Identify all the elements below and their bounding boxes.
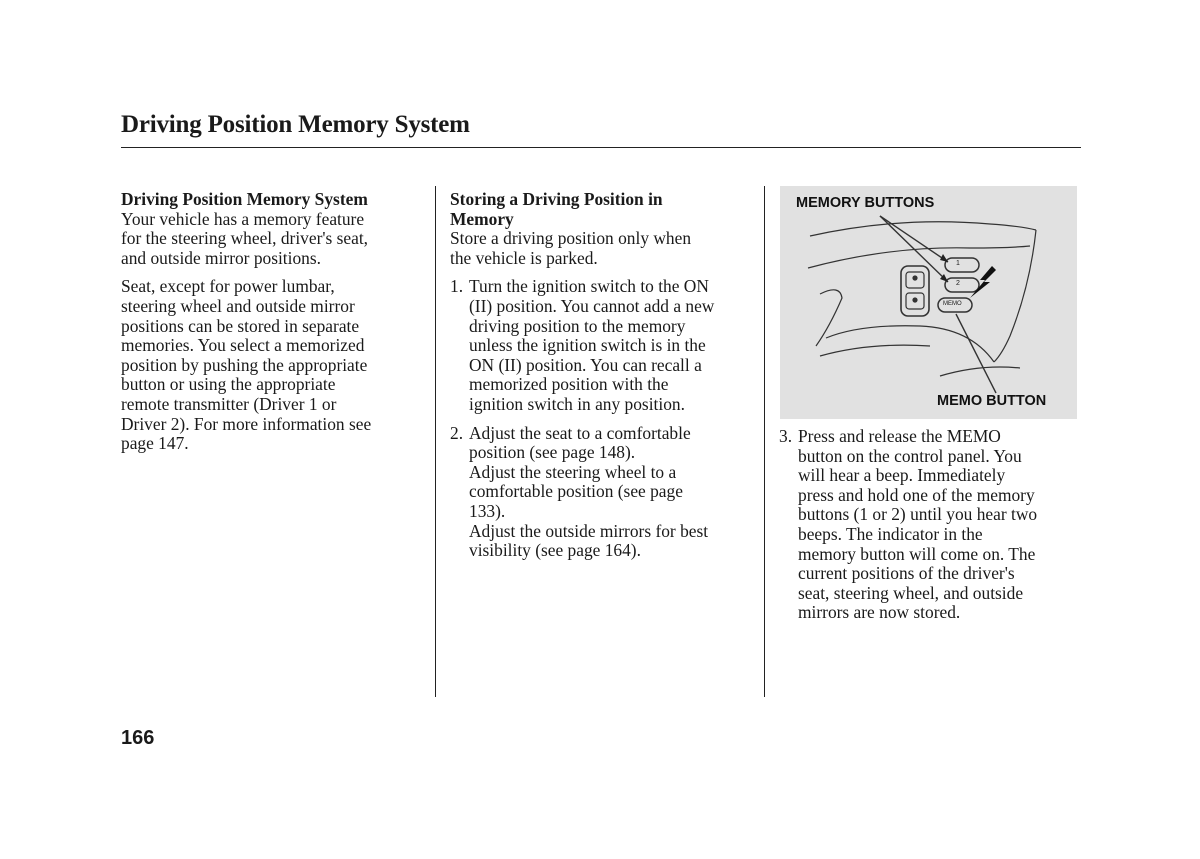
text-line: and outside mirror positions.: [121, 247, 321, 268]
text-line: ignition switch in any position.: [469, 393, 685, 414]
text-line: beeps. The indicator in the: [798, 523, 983, 544]
text-line: driving position to the memory: [469, 315, 686, 336]
section-heading: [450, 190, 755, 229]
step-number: 2.: [450, 422, 464, 443]
memo-button-label: MEMO BUTTON: [937, 393, 1047, 409]
column-1: [121, 190, 421, 454]
step-3: [779, 427, 1079, 623]
text-line: button or using the appropriate: [121, 374, 336, 395]
title-rule: [121, 147, 1081, 148]
text-line: for the steering wheel, driver's seat,: [121, 228, 368, 249]
step-number: 1.: [450, 276, 464, 297]
text-line: Adjust the seat to a comfortable: [469, 422, 691, 443]
armrest-contour: [816, 290, 842, 346]
memory-button-2-text: 2: [956, 280, 960, 287]
text-line: the vehicle is parked.: [450, 247, 598, 268]
panel-contour: [940, 367, 1020, 376]
column-2: [450, 190, 755, 561]
memory-button-2-shape: [945, 278, 979, 292]
text-line: press and hold one of the memory: [798, 484, 1035, 505]
leader-line-button-1: [880, 216, 948, 262]
text-line: Seat, except for power lumbar,: [121, 276, 335, 297]
text-line: comfortable position (see page: [469, 481, 683, 502]
intro-paragraph: [450, 229, 755, 268]
text-line: Adjust the outside mirrors for best: [469, 520, 709, 541]
text-line: Your vehicle has a memory feature: [121, 208, 365, 229]
step-1: [450, 277, 755, 414]
memory-button-1-text: 1: [956, 260, 960, 267]
text-line: button on the control panel. You: [798, 445, 1022, 466]
intro-paragraph: [121, 210, 421, 269]
body-paragraph: [121, 277, 421, 453]
step-text: [469, 424, 755, 561]
text-line: visibility (see page 164).: [469, 540, 641, 561]
text-line: memories. You select a memorized: [121, 335, 365, 356]
text-line: (II) position. You cannot add a new: [469, 295, 715, 316]
heading-line: Storing a Driving Position in: [450, 189, 663, 209]
step-text: [798, 427, 1079, 623]
text-line: remote transmitter (Driver 1 or: [121, 393, 337, 414]
panel-contour: [820, 345, 930, 356]
text-line: current positions of the driver's: [798, 563, 1015, 584]
column-divider-2: [764, 186, 765, 697]
text-line: Store a driving position only when: [450, 228, 692, 249]
arrowhead: [940, 254, 948, 262]
press-arrow-icon: [970, 266, 996, 298]
text-line: Driver 2). For more information see: [121, 413, 372, 434]
panel-contour: [994, 230, 1036, 362]
text-line: memory button will come on. The: [798, 543, 1036, 564]
memory-buttons-illustration: [780, 186, 1077, 419]
column-3: [779, 427, 1079, 623]
text-line: will hear a beep. Immediately: [798, 465, 1006, 486]
memory-buttons-label: MEMORY BUTTONS: [796, 195, 935, 211]
text-line: 133).: [469, 500, 506, 521]
text-line: position (see page 148).: [469, 442, 636, 463]
text-line: ON (II) position. You can recall a: [469, 354, 702, 375]
text-line: mirrors are now stored.: [798, 602, 961, 623]
page-title: Driving Position Memory System: [121, 111, 470, 138]
text-line: memorized position with the: [469, 374, 669, 395]
step-number: 3.: [779, 426, 793, 446]
step-2: [450, 424, 755, 561]
text-line: positions can be stored in separate: [121, 315, 360, 336]
page-number: 166: [121, 727, 155, 749]
memory-button-1-shape: [945, 258, 979, 272]
text-line: page 147.: [121, 433, 189, 454]
text-line: Turn the ignition switch to the ON: [469, 276, 709, 297]
text-line: steering wheel and outside mirror: [121, 295, 355, 316]
panel-contour: [808, 246, 1030, 268]
section-heading: Driving Position Memory System: [121, 189, 368, 209]
heading-line: Memory: [450, 208, 514, 229]
text-line: position by pushing the appropriate: [121, 354, 368, 375]
column-divider-1: [435, 186, 436, 697]
text-line: buttons (1 or 2) until you hear two: [798, 504, 1038, 525]
text-line: Adjust the steering wheel to a: [469, 461, 677, 482]
door-panel-drawing: [780, 186, 1077, 419]
memo-button-text: MEMO: [943, 301, 962, 307]
panel-contour: [810, 222, 1036, 236]
leader-line-memo: [956, 314, 996, 393]
text-line: seat, steering wheel, and outside: [798, 582, 1024, 603]
panel-contour: [826, 326, 994, 362]
text-line: Press and release the MEMO: [798, 426, 1001, 446]
text-line: unless the ignition switch is in the: [469, 335, 706, 356]
step-text: [469, 277, 755, 414]
